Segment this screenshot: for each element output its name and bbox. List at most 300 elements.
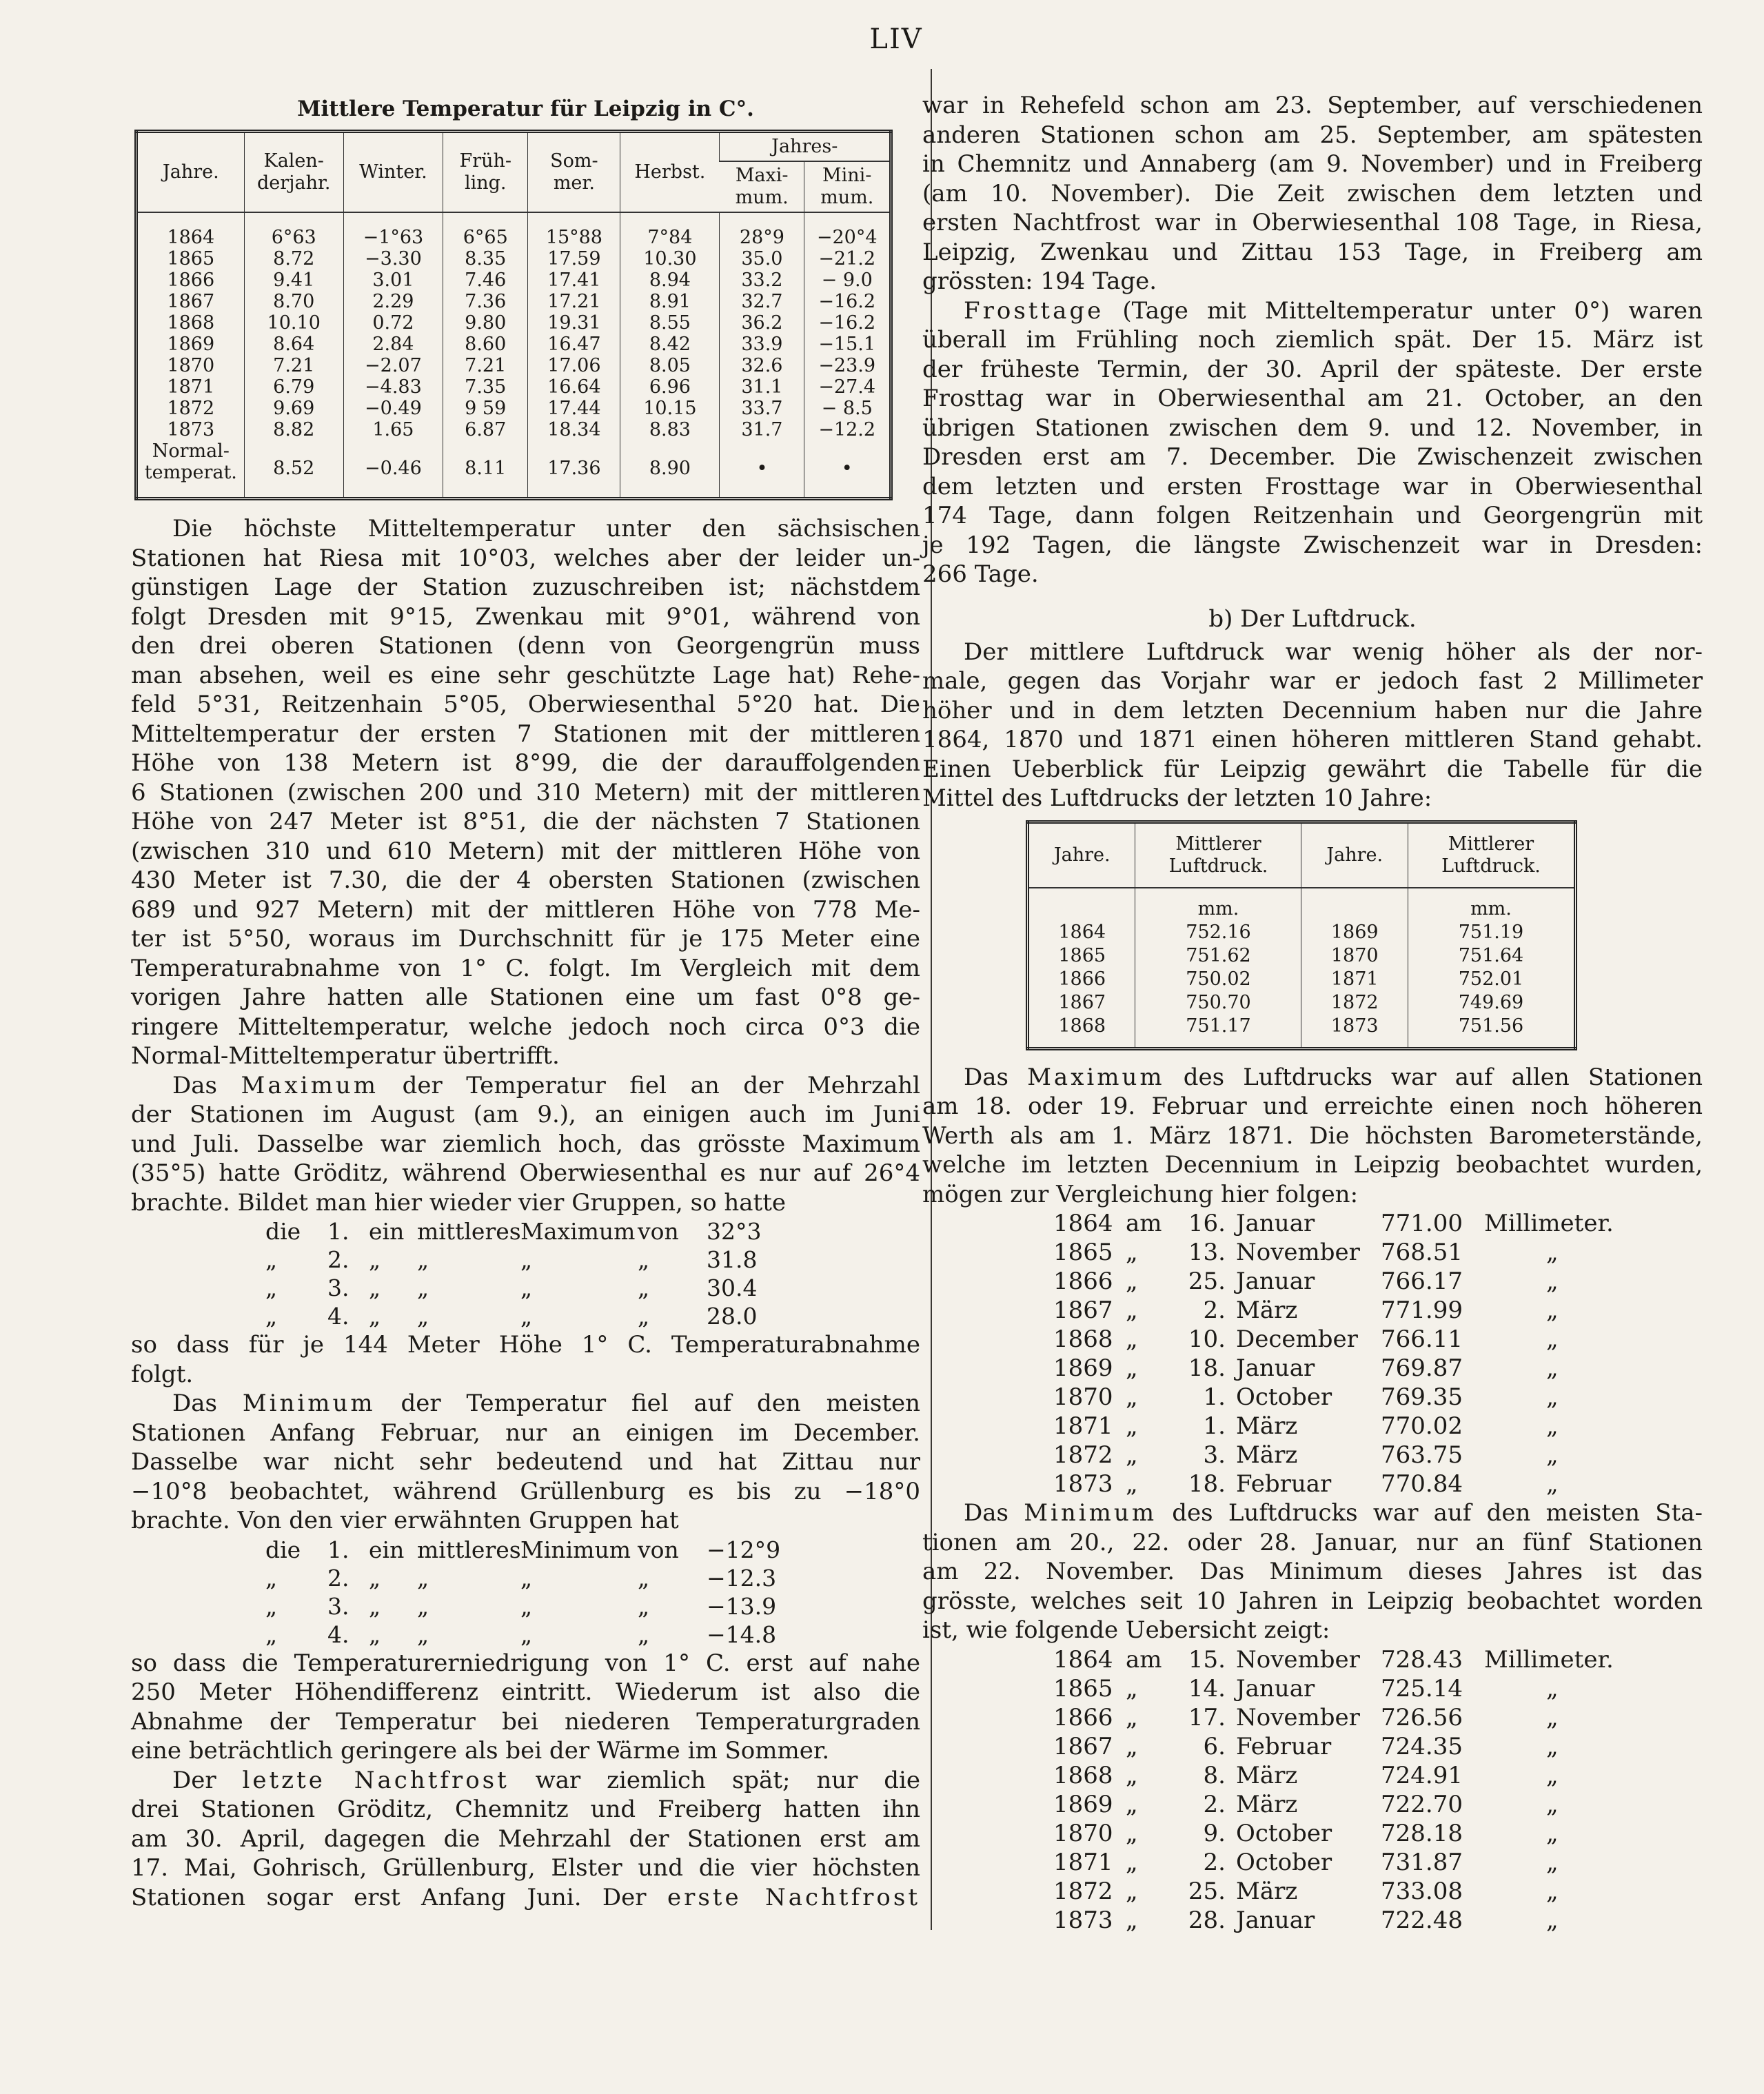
col-header-herbst: Herbst. [620,132,720,213]
group-cell: 1. [327,1536,349,1563]
text-line: Stationen hat Riesa mit 10°03, welches aber der leider un- [131,544,920,572]
pressure-cell: 751.62 [1135,944,1301,968]
table-cell: 6°63 [244,212,343,248]
date-cell: Februar [1236,1470,1332,1498]
group-row [265,1536,920,1564]
table-cell: 2.29 [343,291,443,312]
date-cell: October [1236,1383,1332,1411]
table-cell: 1867 [167,291,215,312]
text-line: günstigen Lage der Station zuzuschreiben ist; nächstdem [131,573,920,601]
text-line: brachte. Bildet man hier wieder vier Gruppen, so hatte [131,1188,787,1217]
date-row [1053,1703,1703,1732]
group-cell: „ [638,1564,650,1592]
group-cell: „ [265,1303,278,1330]
date-cell: November [1236,1703,1360,1731]
date-cell: 1871 [1053,1412,1113,1440]
group-cell: „ [369,1564,381,1592]
date-cell: 766.11 [1381,1325,1463,1353]
table-cell: 9 59 [443,398,528,419]
table-cell: 7°84 [620,212,720,248]
text-line: dem letzten und ersten Frosttage war in Oberwiesenthal [922,472,1703,500]
text-line: 430 Meter ist 7.30, die der 4 obersten Stationen (zwischen [131,866,920,894]
text-line: war in Rehefeld schon am 23. September, auf verschiedenen [922,92,1703,119]
date-cell: 1865 [1053,1674,1113,1702]
text-line: brachte. Von den vier erwähnten Gruppen hat [131,1507,679,1534]
table-cell: 33.9 [720,334,804,355]
table-row-normal [136,440,891,499]
text-line: Dasselbe war nicht sehr bedeutend und hat Zittau nur [131,1448,920,1476]
date-cell: „ [1126,1761,1138,1789]
date-cell: „ [1126,1383,1138,1411]
group-cell: „ [520,1564,533,1592]
table-cell: 35.0 [720,248,804,270]
table-cell: 8.94 [620,270,720,291]
right-column [922,91,1703,1935]
date-cell: 16. [1188,1210,1226,1237]
date-cell: 1873 [1053,1470,1113,1498]
text-line: der früheste Termin, der 30. April der späteste. Der erste [922,355,1703,383]
table-cell: 28°9 [720,212,804,248]
date-cell: 1864 [1053,1645,1113,1674]
text-line: höher und in dem letzten Decennium haben nur die Jahre [922,696,1703,724]
table-cell: −12.2 [804,419,891,440]
right-paragraph-frosttage [922,325,1703,589]
date-cell: März [1236,1297,1298,1324]
p-unit-mm: mm. [1408,888,1575,921]
table-cell: 3.01 [343,270,443,291]
table-cell: 9.41 [244,270,343,291]
spaced-word: Minimum [1024,1499,1157,1527]
date-cell: 17. [1188,1703,1226,1731]
section-b-heading: b) Der Luftdruck. [1208,604,1417,633]
date-cell: 1873 [1053,1906,1113,1934]
group-cell: „ [369,1620,381,1648]
group-cell: Minimum [520,1536,631,1563]
group-cell: 28.0 [707,1303,758,1330]
table-cell: 0.72 [343,312,443,334]
pressure-cell: 750.02 [1135,968,1301,991]
group-cell: „ [520,1592,533,1620]
date-cell: Millimeter. [1484,1645,1614,1674]
table-cell: 1870 [167,355,215,376]
text-line: der Stationen im August (am 9.), an einigen auch im Juni [131,1101,920,1128]
col-header-fruehling: Früh-ling. [443,132,528,213]
date-row [1053,1819,1703,1848]
date-cell: 726.56 [1381,1703,1463,1731]
pressure-cell: 751.56 [1408,1015,1575,1049]
date-cell: „ [1546,1790,1559,1818]
table-cell: −20°4 [804,212,891,248]
luft-maximum-first-line [922,1063,1703,1092]
text-line: male, gegen das Vorjahr war er jedoch fast 2 Millimeter [922,667,1703,695]
text-line: Höhe von 247 Meter ist 8°51, die der nächsten 7 Stationen [131,808,920,835]
date-cell: am [1126,1210,1162,1237]
left-paragraph-nachtfrost [131,1795,920,1883]
pressure-cell: 751.17 [1135,1015,1301,1049]
date-row [1053,1412,1703,1441]
col-header-jahre: Jahre. [136,132,245,213]
col-header-kalenderjahr: Kalen-derjahr. [244,132,343,213]
table-cell: 9.80 [443,312,528,334]
date-cell: 725.14 [1381,1674,1463,1702]
table-cell: 6.79 [244,376,343,398]
table-cell: 8.64 [244,334,343,355]
group-row [265,1217,920,1246]
temperature-table-body [136,212,891,499]
group-cell: „ [265,1274,278,1301]
temperature-table [134,130,893,500]
date-row [1053,1267,1703,1296]
table-cell: 10.30 [620,248,720,270]
date-cell: „ [1546,1383,1559,1411]
text-line: Werth als am 1. März 1871. Die höchsten Barometerstände, [922,1121,1703,1150]
date-cell: 728.18 [1381,1819,1463,1847]
p-unit-mm: mm. [1135,888,1301,921]
text-line: 17. Mai, Gohrisch, Grüllenburg, Elster und die vier höchsten [131,1854,920,1882]
text-line: Normal-Mitteltemperatur übertrifft. [131,1042,560,1070]
date-cell: 9. [1203,1819,1226,1847]
p-col-header-jahre: Jahre. [1028,822,1135,888]
text-line: und Juli. Dasselbe war ziemlich hoch, das grösste Maximum [131,1130,920,1158]
table-cell: 10.10 [244,312,343,334]
text-line: 689 und 927 Metern) mit der mittleren Höhe von 778 Me- [131,895,920,924]
group-cell: 1. [327,1218,349,1245]
date-cell: 1872 [1053,1441,1113,1469]
text-line: (am 10. November). Die Zeit zwischen dem letzten und [922,179,1703,207]
table-cell: 17.59 [528,248,620,270]
date-cell: „ [1126,1877,1138,1905]
pressure-cell: 749.69 [1408,991,1575,1015]
date-cell: „ [1126,1703,1138,1731]
table-cell: 8.90 [620,440,720,499]
text-line: Stationen Anfang Februar, nur an einigen im December. [131,1419,920,1447]
spaced-word: Minimum [242,1390,376,1417]
date-cell: 1. [1203,1412,1226,1440]
group-cell: 2. [327,1246,349,1273]
table-cell: 1865 [167,248,215,270]
date-cell: „ [1126,1674,1138,1702]
group-cell: ein [369,1218,405,1245]
text-line: feld 5°31, Reitzenhain 5°05, Oberwiesenthal 5°20 hat. Die [131,691,920,718]
text-line: man absehen, weil es eine sehr geschützte Lage hat) Rehe- [131,661,920,689]
group-cell: mittleres [417,1218,521,1245]
date-cell: 722.48 [1381,1906,1463,1934]
text-line: ringere Mitteltemperatur, welche jedoch noch circa 0°3 die [131,1013,920,1041]
luft-minimum-first-line [922,1498,1703,1528]
date-cell: 1870 [1053,1819,1113,1847]
group-cell: 3. [327,1274,349,1301]
date-row [1053,1325,1703,1354]
col-header-winter: Winter. [343,132,443,213]
group-cell: „ [638,1274,650,1301]
table-cell: 8.72 [244,248,343,270]
group-cell: mittleres [417,1536,521,1563]
table-cell: 1869 [167,334,215,355]
group-cell: −13.9 [707,1592,777,1620]
text-line: am 30. April, dagegen die Mehrzahl der Stationen erst am [131,1824,920,1853]
table-cell: 8.83 [620,419,720,440]
left-paragraph-minimum [131,1419,920,1536]
group-cell: „ [265,1592,278,1620]
date-row [1053,1470,1703,1498]
temperature-table-title: Mittlere Temperatur für Leipzig in C°. [297,96,754,121]
text-line: grössten: 194 Tage. [922,267,1157,295]
date-cell: „ [1546,1412,1559,1440]
col-header-maximum: Maxi-mum. [720,161,804,212]
group-cell: „ [369,1274,381,1301]
text-line: folgt. [131,1360,194,1388]
table-cell: 8.91 [620,291,720,312]
group-row [265,1302,920,1330]
table-cell: 1864 [167,227,215,248]
text-line: drei Stationen Gröditz, Chemnitz und Freiberg hatten ihn [131,1796,920,1823]
table-row [136,248,891,270]
table-cell: 8.60 [443,334,528,355]
table-cell: − 9.0 [804,270,891,291]
date-cell: „ [1546,1470,1559,1498]
date-cell: 1867 [1053,1732,1113,1760]
date-row [1053,1877,1703,1906]
lead-word: Das [172,1390,217,1417]
date-cell: 2. [1203,1790,1226,1818]
group-row [265,1564,920,1592]
date-row [1053,1383,1703,1412]
text-line: eine beträchtlich geringere als bei der Wärme im Sommer. [131,1737,830,1765]
date-cell: „ [1126,1906,1138,1934]
group-cell: „ [520,1620,533,1648]
pressure-cell: 1871 [1301,968,1408,991]
date-cell: März [1236,1790,1298,1818]
table-cell: 33.7 [720,398,804,419]
text-line: den drei oberen Stationen (denn von Georgengrün muss [131,632,920,660]
group-cell: −12.3 [707,1564,777,1592]
col-header-sommer: Som-mer. [528,132,620,213]
pressure-table-body [1028,888,1576,1049]
group-row [265,1620,920,1649]
col-header-jahres: Jahres- [720,132,891,162]
pressure-cell: 751.19 [1408,921,1575,944]
date-cell: 28. [1188,1906,1226,1934]
date-row [1053,1238,1703,1267]
text-line: Der mittlere Luftdruck war wenig höher als der nor- [964,638,1703,666]
date-cell: 724.91 [1381,1761,1463,1789]
table-cell: 32.7 [720,291,804,312]
maximum-paragraph-first-line [131,1071,920,1101]
date-cell: Januar [1236,1906,1315,1934]
text-line: übrigen Stationen zwischen dem 9. und 12. November, in [922,414,1703,442]
date-cell: März [1236,1761,1298,1789]
text-line: in Chemnitz und Annaberg (am 9. November) und in Freiberg [922,150,1703,178]
date-cell: „ [1546,1703,1559,1731]
table-cell: 31.1 [720,376,804,398]
table-cell: 6.87 [443,419,528,440]
table-row [136,270,891,291]
table-cell: −27.4 [804,376,891,398]
table-cell: 15°88 [528,212,620,248]
pressure-cell: 1865 [1058,944,1106,966]
text-line: Mitteltemperatur der ersten 7 Stationen mit der mittleren [131,720,920,748]
date-row [1053,1790,1703,1819]
date-cell: 18. [1188,1354,1226,1382]
date-cell: 768.51 [1381,1239,1463,1266]
left-paragraph-abnahme [131,1330,920,1389]
date-cell: März [1236,1412,1298,1440]
group-cell: 31.8 [707,1246,758,1273]
table-cell: −16.2 [804,312,891,334]
line-rest: war ziemlich spät; nur die [535,1766,920,1794]
group-cell: „ [417,1274,429,1301]
text-line: Mittel des Luftdrucks der letzten 10 Jahre: [922,784,1432,812]
left-column [131,96,920,1912]
group-cell: „ [417,1564,429,1592]
date-cell: „ [1546,1877,1559,1905]
group-cell: „ [520,1274,533,1301]
text-line: so dass für je 144 Meter Höhe 1° C. Temperaturabnahme [131,1331,920,1359]
p-col-header-jahre-2: Jahre. [1301,822,1408,888]
table-cell: 1.65 [343,419,443,440]
spaced-word: Maximum [241,1071,379,1099]
table-cell: 8.70 [244,291,343,312]
date-cell: „ [1546,1354,1559,1382]
date-cell: „ [1546,1239,1559,1266]
date-cell: 25. [1188,1268,1226,1295]
date-cell: „ [1546,1819,1559,1847]
date-cell: 1868 [1053,1761,1113,1789]
group-cell: „ [265,1564,278,1592]
table-row [136,398,891,419]
right-paragraph-luft-minimum [922,1528,1703,1645]
date-cell: November [1236,1239,1360,1266]
table-cell: 8.05 [620,355,720,376]
date-cell: 2. [1203,1297,1226,1324]
line-rest: des Luftdrucks war auf den meisten Sta- [1172,1499,1703,1527]
group-cell: die [265,1536,301,1563]
lead-word: Das [172,1071,217,1099]
date-cell: „ [1546,1906,1559,1934]
date-cell: „ [1126,1848,1138,1876]
group-cell: „ [265,1620,278,1648]
pressure-cell: 1866 [1058,968,1106,990]
date-row [1053,1674,1703,1703]
nachtfrost-last-line [131,1883,920,1913]
pressure-cell: 752.16 [1135,921,1301,944]
pressure-row [1028,944,1576,968]
date-cell: März [1236,1441,1298,1469]
group-cell: „ [417,1246,429,1273]
min-groups-list [131,1536,920,1649]
date-cell: Januar [1236,1268,1315,1295]
date-cell: „ [1126,1412,1138,1440]
text-line: −10°8 beobachtet, während Grüllenburg es bis zu −18°0 [131,1477,920,1505]
left-paragraph-erniedrigung [131,1649,920,1766]
date-row [1053,1209,1703,1238]
table-cell: −4.83 [343,376,443,398]
date-cell: 771.00 [1381,1210,1463,1237]
spaced-word: Frosttage [964,296,1104,325]
group-cell: „ [638,1592,650,1620]
table-cell: 8.42 [620,334,720,355]
text-line: Leipzig, Zwenkau und Zittau 153 Tage, in Freiberg am [922,238,1703,266]
date-cell: 13. [1188,1239,1226,1266]
p-col-header-mittlerer: Mittlerer Luftdruck. [1135,822,1301,888]
col-header-minimum: Mini-mum. [804,161,891,212]
table-cell: 16.64 [528,376,620,398]
date-cell: 1869 [1053,1790,1113,1818]
text-line: tionen am 20., 22. oder 28. Januar, nur an fünf Stationen [922,1528,1703,1556]
date-cell: am [1126,1645,1162,1674]
date-cell: 1867 [1053,1297,1113,1324]
date-cell: 769.35 [1381,1383,1463,1411]
group-cell: „ [265,1246,278,1273]
date-cell: Februar [1236,1732,1332,1760]
date-cell: November [1236,1645,1360,1674]
pressure-row [1028,1015,1576,1049]
max-groups-list [131,1217,920,1330]
text-line: mögen zur Vergleichung hier folgen: [922,1180,1359,1208]
date-cell: Januar [1236,1210,1315,1237]
date-cell: 731.87 [1381,1848,1463,1876]
lead-word: Der [172,1766,216,1794]
table-cell: 8.11 [443,440,528,499]
group-cell: „ [638,1246,650,1273]
pressure-cell: 1873 [1301,1015,1408,1049]
table-row [136,355,891,376]
date-cell: „ [1126,1732,1138,1760]
date-cell: 771.99 [1381,1297,1463,1324]
text-line: folgt Dresden mit 9°15, Zwenkau mit 9°01, während von [131,602,920,631]
p-unit-empty [1028,888,1135,921]
table-cell: 1868 [167,312,215,334]
date-cell: „ [1126,1790,1138,1818]
date-cell: December [1236,1325,1358,1353]
text-line: am 22. November. Das Minimum dieses Jahres ist das [922,1558,1703,1585]
group-cell: die [265,1218,301,1245]
table-cell: 7.21 [443,355,528,376]
pressure-row [1028,921,1576,944]
text-line: Frosttag war in Oberwiesenthal am 21. October, an den [922,385,1703,412]
date-cell: 1868 [1053,1325,1113,1353]
group-cell: „ [638,1303,650,1330]
minimum-paragraph-first-line [131,1389,920,1419]
group-row [265,1274,920,1302]
date-cell: „ [1126,1297,1138,1324]
p-unit-empty [1301,888,1408,921]
lead-word: Das [964,1063,1008,1091]
text-line: Einen Ueberblick für Leipzig gewährt die Tabelle für die [922,755,1703,783]
page-number: LIV [869,23,923,55]
date-cell: „ [1126,1268,1138,1295]
group-cell: von [638,1536,679,1563]
date-cell: October [1236,1819,1332,1847]
pressure-cell: 752.01 [1408,968,1575,991]
table-cell: 1866 [167,270,215,291]
date-row [1053,1296,1703,1325]
group-cell: „ [369,1246,381,1273]
text-line: welche im letzten Decennium in Leipzig beobachtet wurden, [922,1151,1703,1179]
date-cell: „ [1546,1674,1559,1702]
table-cell: 17.44 [528,398,620,419]
table-cell: 32.6 [720,355,804,376]
date-cell: 724.35 [1381,1732,1463,1760]
text-line: Temperaturabnahme von 1° C. folgt. Im Vergleich mit dem [131,954,920,982]
date-cell: „ [1126,1470,1138,1498]
text-line: Dresden erst am 7. December. Die Zwischenzeit zwischen [922,443,1703,471]
date-row [1053,1441,1703,1470]
date-cell: 1871 [1053,1848,1113,1876]
text-line: je 192 Tagen, die längste Zwischenzeit war in Dresden: [922,531,1703,559]
lead-word: Das [964,1499,1008,1527]
group-cell: 30.4 [707,1274,758,1301]
